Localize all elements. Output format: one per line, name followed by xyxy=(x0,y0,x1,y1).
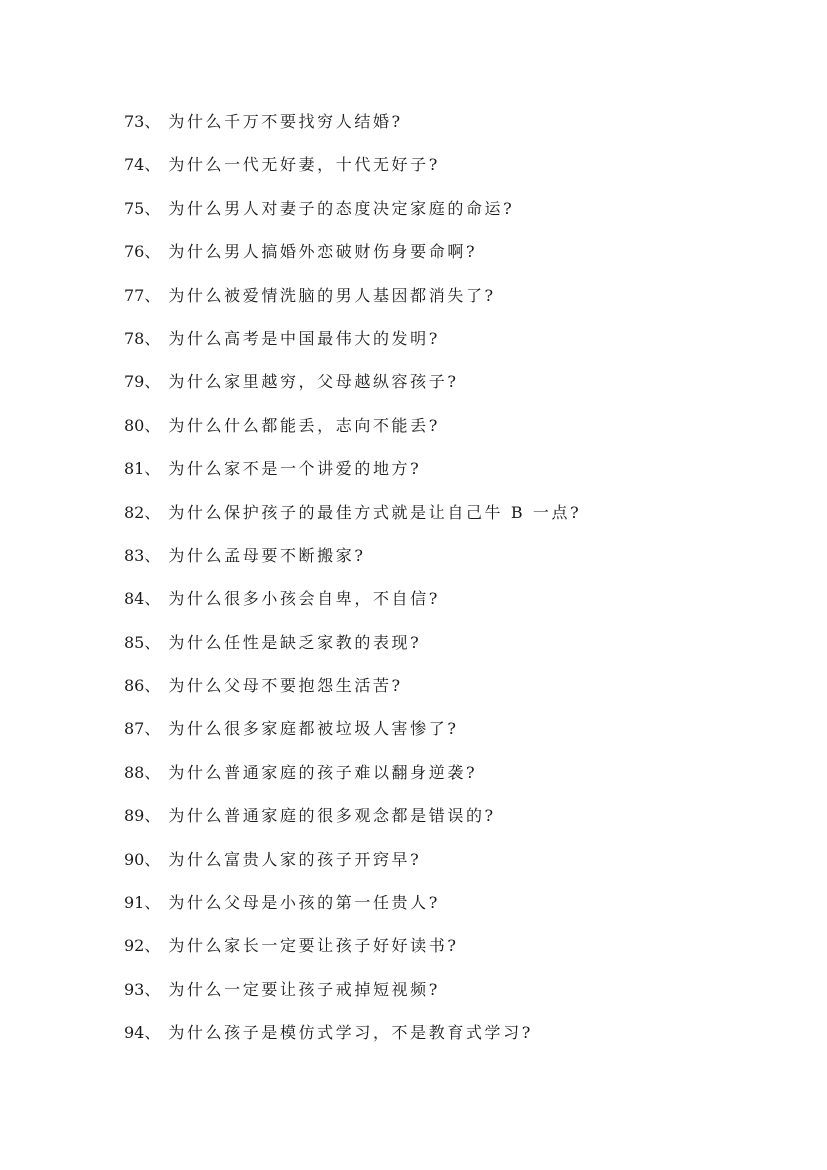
item-separator: 、 xyxy=(144,632,161,652)
item-number: 73 xyxy=(124,112,145,131)
list-item xyxy=(124,541,581,584)
item-separator: 、 xyxy=(144,1023,161,1043)
item-question-text: 为什么父母不要抱怨生活苦? xyxy=(168,676,403,696)
item-number: 84 xyxy=(124,589,145,609)
item-separator: 、 xyxy=(144,155,161,175)
item-number: 79 xyxy=(124,372,145,392)
item-question-text: 为什么被爱情洗脑的男人基因都消失了? xyxy=(168,285,496,305)
item-number: 76 xyxy=(124,242,145,262)
list-item xyxy=(124,714,581,757)
list-item xyxy=(124,931,581,974)
list-item xyxy=(124,671,581,714)
item-number: 89 xyxy=(124,806,145,826)
item-separator: 、 xyxy=(144,936,161,956)
list-item xyxy=(124,411,581,454)
item-separator: 、 xyxy=(144,589,161,609)
item-number: 83 xyxy=(124,545,145,565)
item-separator: 、 xyxy=(144,415,161,435)
item-number: 74 xyxy=(124,155,145,175)
item-number: 88 xyxy=(124,762,145,782)
item-number: 93 xyxy=(124,979,145,999)
item-separator: 、 xyxy=(144,502,161,522)
item-question-text: 为什么父母是小孩的第一任贵人? xyxy=(168,893,440,913)
item-question-text: 为什么家不是一个讲爱的地方? xyxy=(168,459,422,479)
item-separator: 、 xyxy=(144,459,161,479)
list-item xyxy=(124,801,581,844)
item-number: 75 xyxy=(124,198,145,218)
list-item xyxy=(124,194,581,237)
list-item xyxy=(124,237,581,280)
question-list xyxy=(124,107,581,1062)
list-item xyxy=(124,367,581,410)
item-number: 78 xyxy=(124,328,145,348)
item-number: 90 xyxy=(124,849,145,869)
item-number: 81 xyxy=(124,459,145,479)
item-number: 77 xyxy=(124,285,145,305)
item-separator: 、 xyxy=(144,372,161,392)
list-item xyxy=(124,498,581,541)
list-item xyxy=(124,975,581,1018)
item-question-text: 为什么普通家庭的很多观念都是错误的? xyxy=(168,806,496,826)
list-item xyxy=(124,150,581,193)
item-separator: 、 xyxy=(144,762,161,782)
list-item xyxy=(124,845,581,888)
item-separator: 、 xyxy=(144,676,161,696)
item-number: 92 xyxy=(124,936,145,956)
item-question-text: 为什么家里越穷，父母越纵容孩子? xyxy=(168,372,459,392)
item-number: 87 xyxy=(124,719,145,739)
list-item xyxy=(124,1018,581,1061)
item-number: 94 xyxy=(124,1023,145,1043)
item-number: 82 xyxy=(124,502,145,522)
item-question-text: 为什么孟母要不断搬家? xyxy=(168,545,366,565)
item-separator: 、 xyxy=(144,849,161,869)
item-question-text: 为什么什么都能丢，志向不能丢? xyxy=(168,415,440,435)
item-number: 91 xyxy=(124,893,145,913)
item-question-text: 为什么任性是缺乏家教的表现? xyxy=(168,632,422,652)
item-separator: 、 xyxy=(144,545,161,565)
item-question-text: 为什么男人对妻子的态度决定家庭的命运? xyxy=(168,198,515,218)
item-question-text: 为什么男人搞婚外恋破财伤身要命啊? xyxy=(168,242,478,262)
item-separator: 、 xyxy=(144,719,161,739)
list-item xyxy=(124,281,581,324)
item-question-text: 为什么保护孩子的最佳方式就是让自己牛 B 一点? xyxy=(168,502,582,522)
item-separator: 、 xyxy=(144,285,161,305)
list-item xyxy=(124,454,581,497)
list-item xyxy=(124,888,581,931)
item-question-text: 为什么高考是中国最伟大的发明? xyxy=(168,328,440,348)
item-separator: 、 xyxy=(144,112,161,131)
item-question-text: 为什么一定要让孩子戒掉短视频? xyxy=(168,979,440,999)
item-number: 85 xyxy=(124,632,145,652)
item-question-text: 为什么很多小孩会自卑，不自信? xyxy=(168,589,440,609)
item-question-text: 为什么富贵人家的孩子开窍早? xyxy=(168,849,422,869)
item-question-text: 为什么千万不要找穷人结婚? xyxy=(168,112,403,131)
list-item xyxy=(124,758,581,801)
list-item xyxy=(124,324,581,367)
item-separator: 、 xyxy=(144,242,161,262)
item-question-text: 为什么普通家庭的孩子难以翻身逆袭? xyxy=(168,762,478,782)
item-separator: 、 xyxy=(144,328,161,348)
list-item xyxy=(124,107,581,150)
list-item xyxy=(124,584,581,627)
list-item xyxy=(124,628,581,671)
item-question-text: 为什么家长一定要让孩子好好读书? xyxy=(168,936,459,956)
item-question-text: 为什么一代无好妻，十代无好子? xyxy=(168,155,440,175)
item-separator: 、 xyxy=(144,806,161,826)
item-question-text: 为什么孩子是模仿式学习，不是教育式学习? xyxy=(168,1023,533,1043)
item-question-text: 为什么很多家庭都被垃圾人害惨了? xyxy=(168,719,459,739)
item-separator: 、 xyxy=(144,893,161,913)
item-separator: 、 xyxy=(144,198,161,218)
item-separator: 、 xyxy=(144,979,161,999)
item-number: 80 xyxy=(124,415,145,435)
item-number: 86 xyxy=(124,676,145,696)
